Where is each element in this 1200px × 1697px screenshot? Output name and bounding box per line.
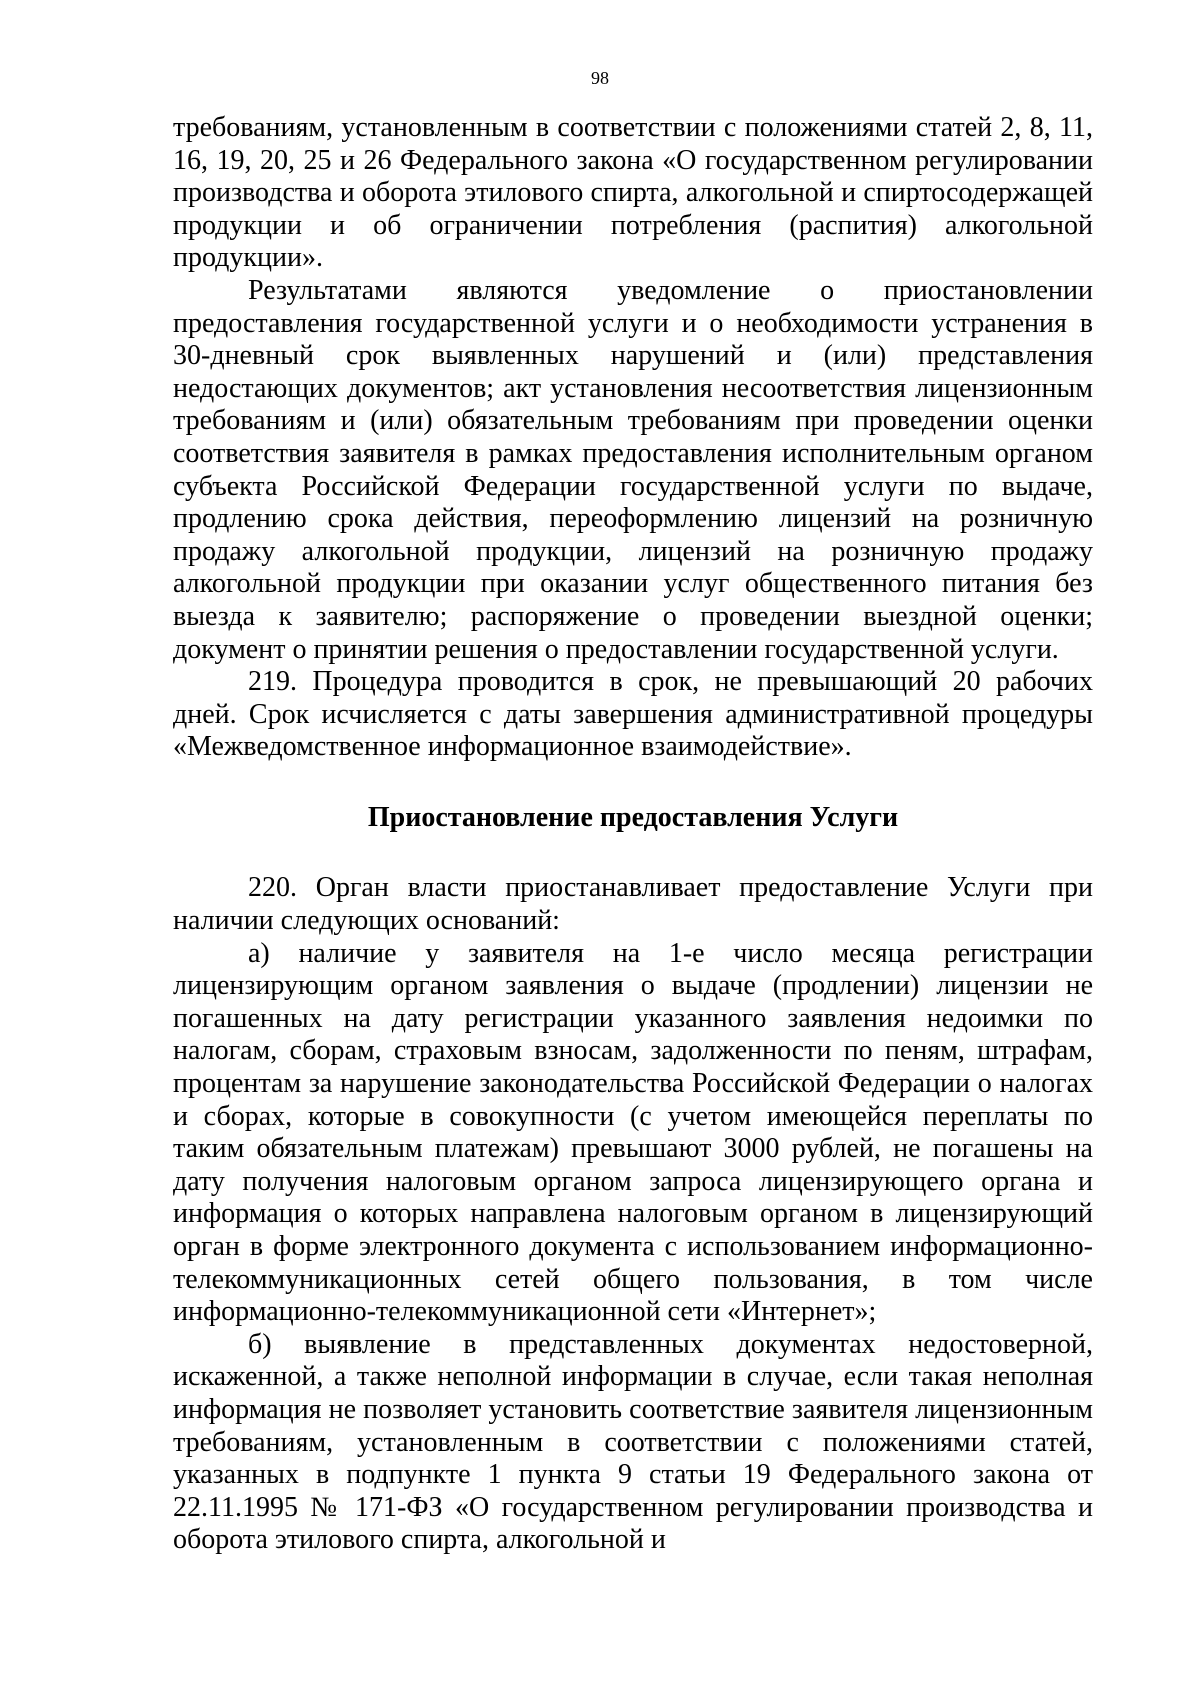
section-heading: Приостановление предоставления Услуги [367, 801, 899, 833]
paragraph-220-a: а) наличие у заявителя на 1-е число месяца регистрации лицензирующим органом заявления о выдаче (продлении) лицензии не погашенных на дату регистрации указанного заявления недоимки по налогам, сборам, страховым взносам, задолженности по пеням, штрафам, процентам за нарушение законодательства Российской Федерации о налогах и сборах, которые в совокупности (с учетом имеющейся переплаты по таким обязательным платежам) превышают 3000 рублей, не погашены на дату получения налоговым органом запроса лицензирующего органа и информация о которых направлена налоговым органом в лицензирующий орган в форме электронного документа с использованием информационно-телекоммуникационных сетей общего пользования, в том числе информационно-телекоммуникационной сети «Интернет»; [173, 937, 1093, 1328]
paragraph-results: Результатами являются уведомление о приостановлении предоставления государственной услуги и о необходимости устранения в 30-дневный срок выявленных нарушений и (или) представления недостающих документов; акт установления несоответствия лицензионным требованиям и (или) обязательным требованиям при проведении оценки соответствия заявителя в рамках предоставления исполнительным органом субъекта Российской Федерации государственной услуги по выдаче, продлению срока действия, переоформлению лицензий на розничную продажу алкогольной продукции, лицензий на розничную продажу алкогольной продукции при оказании услуг общественного питания без выезда к заявителю; распоряжение о проведении выездной оценки; документ о принятии решения о предоставлении государственной услуги. [173, 274, 1093, 665]
document-body [173, 112, 1093, 1557]
paragraph-220: 220. Орган власти приостанавливает предоставление Услуги при наличии следующих оснований: [173, 872, 1093, 937]
paragraph-continuation: требованиям, установленным в соответствии с положениями статей 2, 8, 11, 16, 19, 20, 25 и 26 Федерального закона «О государственном регулировании производства и оборота этилового спирта, алкогольной и спиртосодержащей продукции и об ограничении потребления (распития) алкогольной продукции». [173, 112, 1093, 274]
paragraph-219: 219. Процедура проводится в срок, не превышающий 20 рабочих дней. Срок исчисляется с даты завершения административной процедуры «Межведомственное информационное взаимодействие». [173, 666, 1093, 763]
page-number: 98 [591, 68, 609, 88]
paragraph-220-b: б) выявление в представленных документах недостоверной, искаженной, а также неполной информации в случае, если такая неполная информация не позволяет установить соответствие заявителя лицензионным требованиям, установленным в соответствии с положениями статей, указанных в подпункте 1 пункта 9 статьи 19 Федерального закона от 22.11.1995 № 171-ФЗ «О государственном регулировании производства и оборота этилового спирта, алкогольной и [173, 1328, 1093, 1556]
